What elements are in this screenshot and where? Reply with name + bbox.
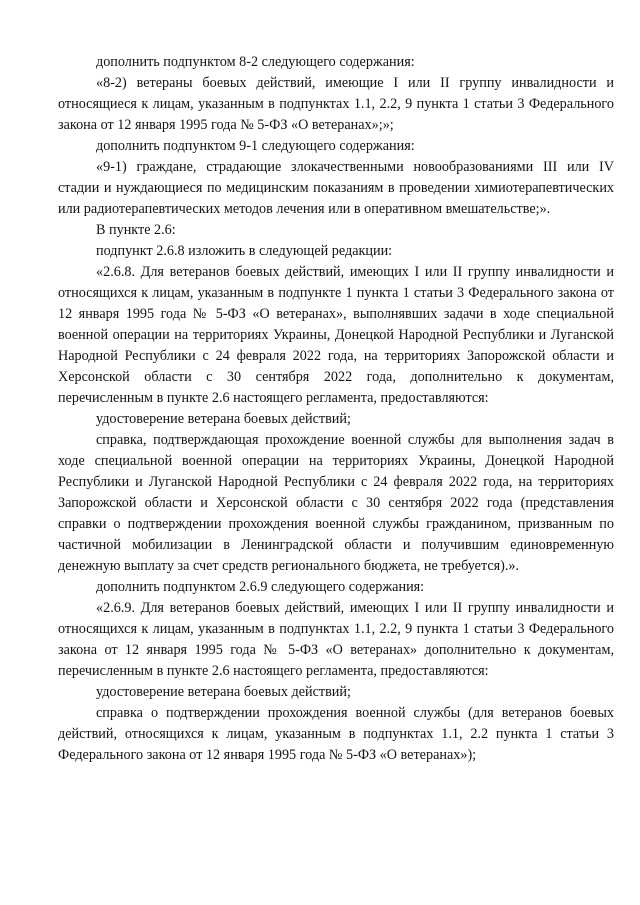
paragraph-subitem-2-6-9: «2.6.9. Для ветеранов боевых действий, имеющих I или II группу инвалидности и относящихся к лицам, указанным в подпунктах 1.1, 2.2, 9 пункта 1 статьи 3 Федерального закона от 12 января 1995 года № 5-ФЗ «О ветеранах» дополнительно к документам, перечисленным в пункте 2.6 настоящего регламента, предоставляются: [58,600,614,679]
paragraph-service-reference: справка, подтверждающая прохождение военной службы для выполнения задач в ходе специальной военной операции на территориях Украины, Донецкой Народной Республики и Луганской Народной Республики с 24 февраля 2022 года, на территориях Запорожской области и Херсонской области с 30 сентября 2022 года (представления справки о подтверждении прохождения военной службы гражданином, призванным по частичной мобилизации в Ленинградской области и получившим единовременную денежную выплату за счет средств регионального бюджета, не требуется).». [58,432,614,574]
paragraph-point-2-6-heading: В пункте 2.6: [96,222,176,238]
paragraph-amend-8-2-intro: дополнить подпунктом 8-2 следующего содержания: [96,54,415,70]
paragraph-subitem-8-2: «8-2) ветераны боевых действий, имеющие I или II группу инвалидности и относящиеся к лицам, указанным в подпунктах 1.1, 2.2, 9 пункта 1 статьи 3 Федерального закона от 12 января 1995 года № 5-ФЗ «О ветеранах»;»; [58,75,614,133]
paragraph-veteran-certificate-2: удостоверение ветерана боевых действий; [96,684,351,700]
paragraph-amend-9-1-intro: дополнить подпунктом 9-1 следующего содержания: [96,138,415,154]
paragraph-service-confirmation: справка о подтверждении прохождения военной службы (для ветеранов боевых действий, относящихся к лицам, указанным в подпунктах 1.1, 2.2 пункта 1 статьи 3 Федерального закона от 12 января 1995 года № 5-ФЗ «О ветеранах»); [58,705,614,763]
paragraph-subitem-9-1: «9-1) граждане, страдающие злокачественными новообразованиями III или IV стадии и нуждающиеся по медицинским показаниям в проведении химиотерапевтических или радиотерапевтических методов лечения или в оперативном вмешательстве;». [58,159,614,217]
paragraph-amend-2-6-8-intro: подпункт 2.6.8 изложить в следующей редакции: [96,243,393,259]
paragraph-veteran-certificate: удостоверение ветерана боевых действий; [96,411,351,427]
paragraph-subitem-2-6-8: «2.6.8. Для ветеранов боевых действий, имеющих I или II группу инвалидности и относящихся к лицам, указанным в подпункте 1 пункта 1 статьи 3 Федерального закона от 12 января 1995 года № 5-ФЗ «О ветеранах», выполнявших задачи в ходе специальной военной операции на территориях Украины, Донецкой Народной Республики и Луганской Народной Республики с 24 февраля 2022 года, на территориях Запорожской области и Херсонской области с 30 сентября 2022 года, дополнительно к документам, перечисленным в пункте 2.6 настоящего регламента, предоставляются: [58,264,614,406]
paragraph-amend-2-6-9-intro: дополнить подпунктом 2.6.9 следующего содержания: [96,579,425,595]
document-body [58,52,614,766]
